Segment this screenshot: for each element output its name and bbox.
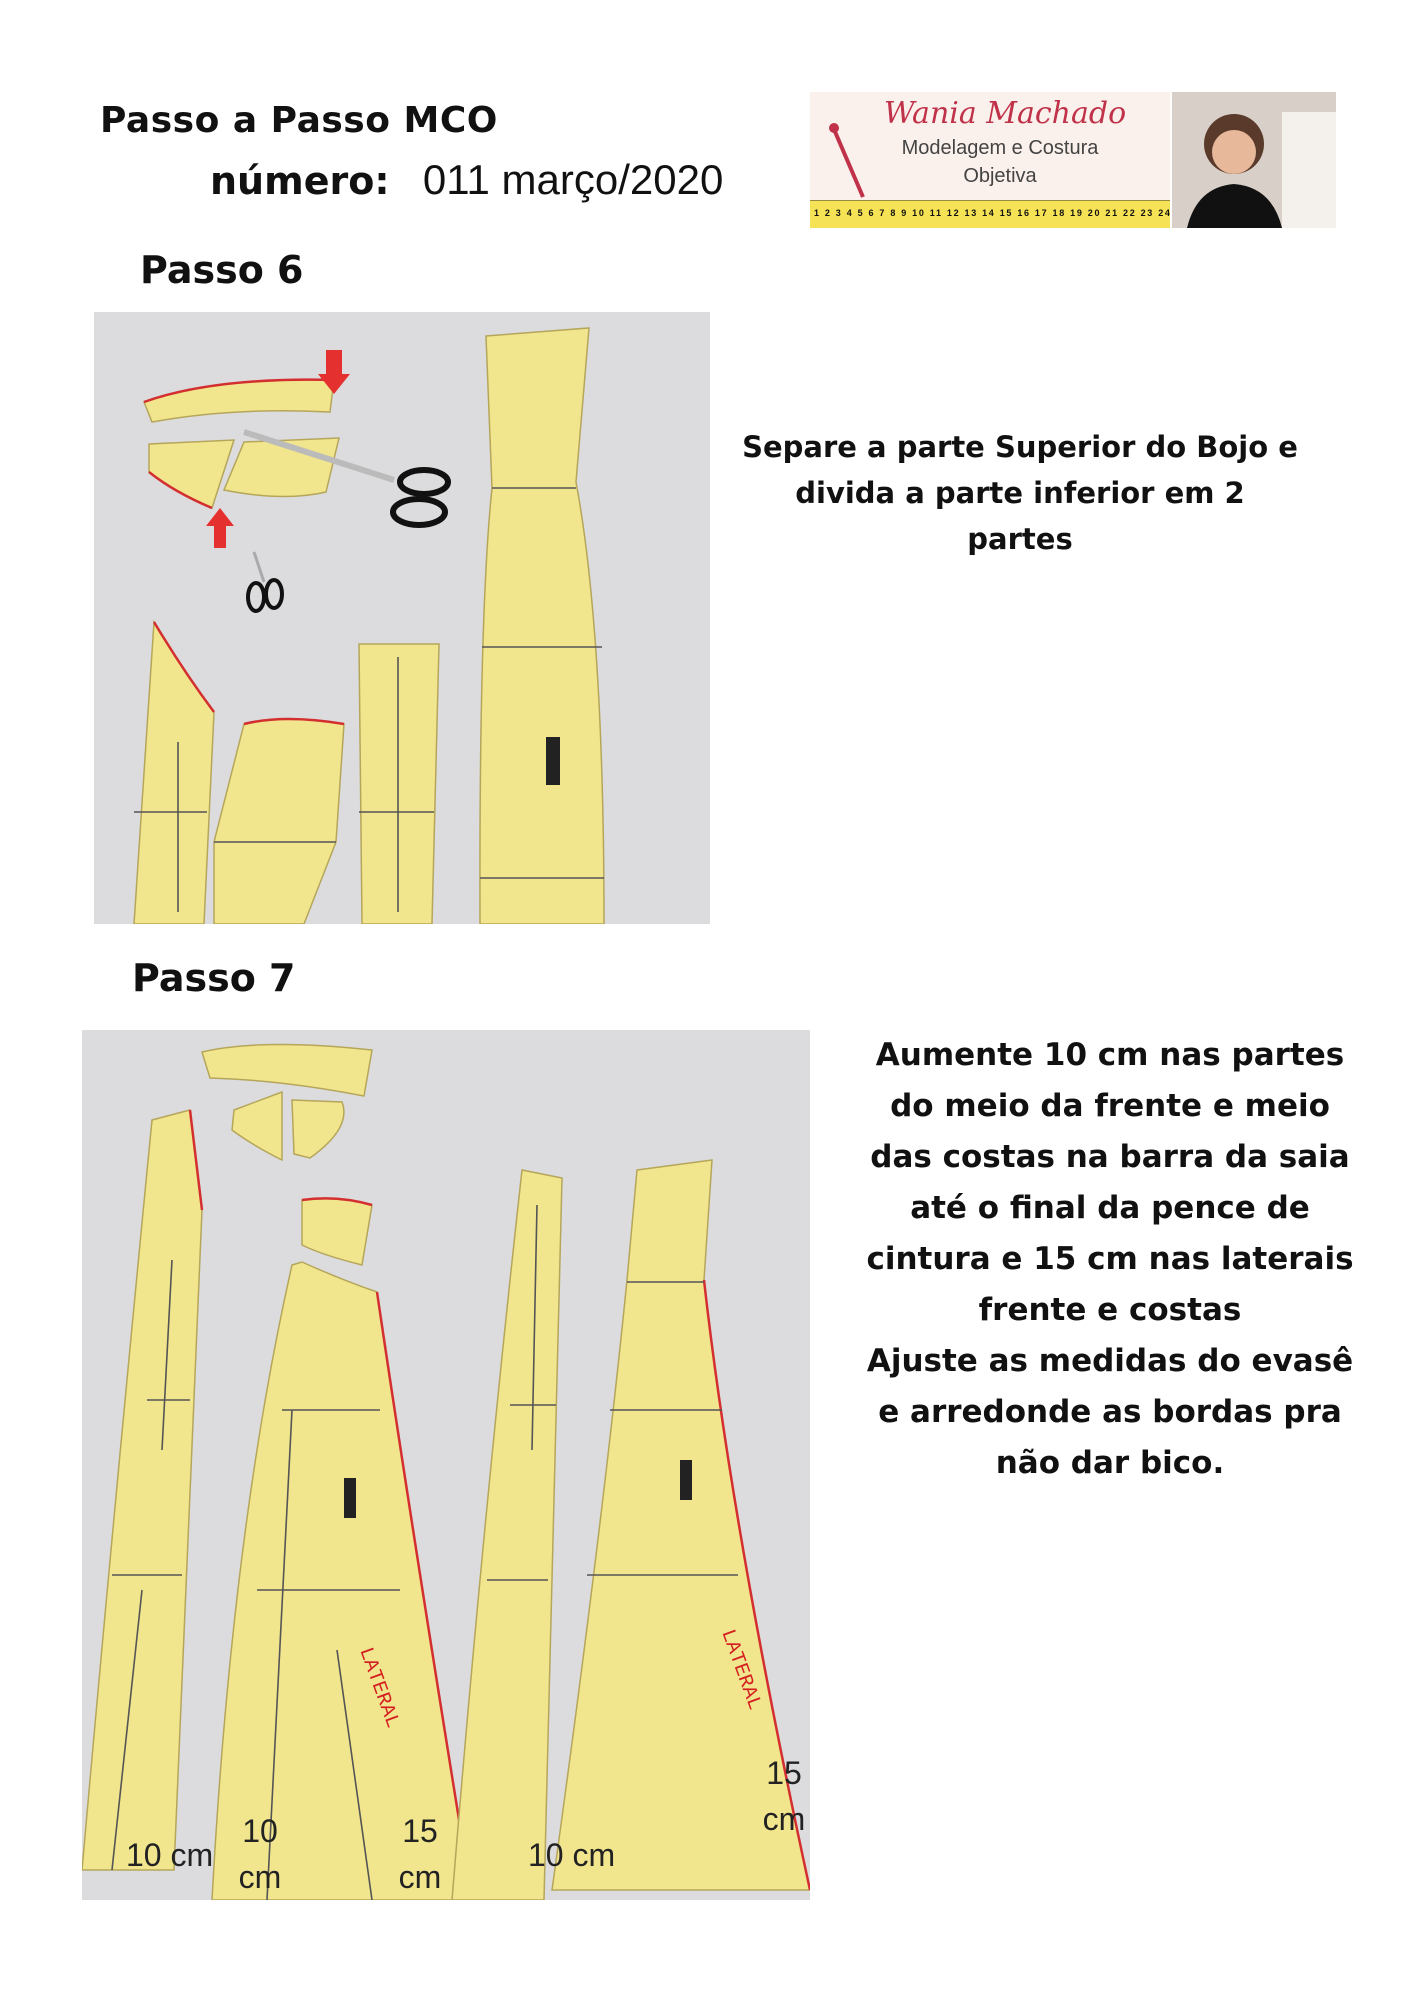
- measurement-15-value: 15: [402, 1813, 438, 1849]
- brand-logo: [810, 92, 1170, 228]
- step-7-description-line-6: frente e costas: [978, 1292, 1242, 1328]
- step-7-description-line-3: das costas na barra da saia: [870, 1139, 1350, 1175]
- issue-number-row: [210, 155, 723, 204]
- logo-line-1: Modelagem e Costura: [901, 137, 1099, 159]
- issue-number-label: número:: [210, 159, 390, 203]
- issue-number-value: 011 março/2020: [422, 156, 724, 203]
- step-7-heading: Passo 7: [132, 956, 296, 1000]
- step-7-description-line-8: e arredonde as bordas pra: [878, 1394, 1342, 1430]
- measurement-15cm-front-side: [390, 1808, 450, 1900]
- arrow-up-icon: [206, 508, 234, 548]
- measurement-15-unit: cm: [398, 1859, 442, 1895]
- step-7-description: [820, 1030, 1400, 1489]
- step-7-description-line-5: cintura e 15 cm nas laterais: [866, 1241, 1354, 1277]
- lateral-label-back: LATERAL: [715, 1626, 766, 1714]
- measurement-15-back-unit: cm: [762, 1801, 806, 1837]
- measurement-10cm-front-center: 10 cm: [126, 1837, 214, 1873]
- lateral-label-front: LATERAL: [353, 1644, 404, 1732]
- document-title: Passo a Passo MCO: [100, 100, 498, 141]
- logo-line-2: Objetiva: [963, 165, 1037, 187]
- measurement-15cm-back-side: [754, 1750, 814, 1842]
- step-6-heading: Passo 6: [140, 248, 304, 292]
- step-7-description-line-9: não dar bico.: [995, 1445, 1225, 1481]
- step-6-description: [740, 424, 1300, 562]
- step-7-description-line-7: Ajuste as medidas do evasê: [866, 1343, 1354, 1379]
- measurement-10-value: 10: [242, 1813, 278, 1849]
- step-7-photo: [82, 1030, 810, 1900]
- measurement-10cm-back-center: 10 cm: [528, 1837, 616, 1873]
- step-6-description-line-2: divida a parte inferior em 2 partes: [795, 476, 1245, 556]
- measurement-10cm-front-dart: [230, 1808, 290, 1900]
- step-7-description-line-4: até o final da pence de: [910, 1190, 1310, 1226]
- ruler-numbers: 1 2 3 4 5 6 7 8 9 10 11 12 13 14 15 16 17 18 19 20 21 22 23 24: [814, 208, 1172, 218]
- measurement-10-unit: cm: [238, 1859, 282, 1895]
- step-6-photo: [94, 312, 710, 924]
- scissors-icon-small: [248, 552, 282, 611]
- logo-script-name: Wania Machado: [883, 96, 1127, 131]
- step-7-description-line-2: do meio da frente e meio: [890, 1088, 1330, 1124]
- step-6-description-line-1: Separe a parte Superior do Bojo e: [742, 430, 1298, 464]
- author-photo: [1172, 92, 1336, 228]
- measurement-15-back-value: 15: [766, 1755, 802, 1791]
- step-7-description-line-1: Aumente 10 cm nas partes: [875, 1037, 1345, 1073]
- tape-measure: [810, 200, 1170, 228]
